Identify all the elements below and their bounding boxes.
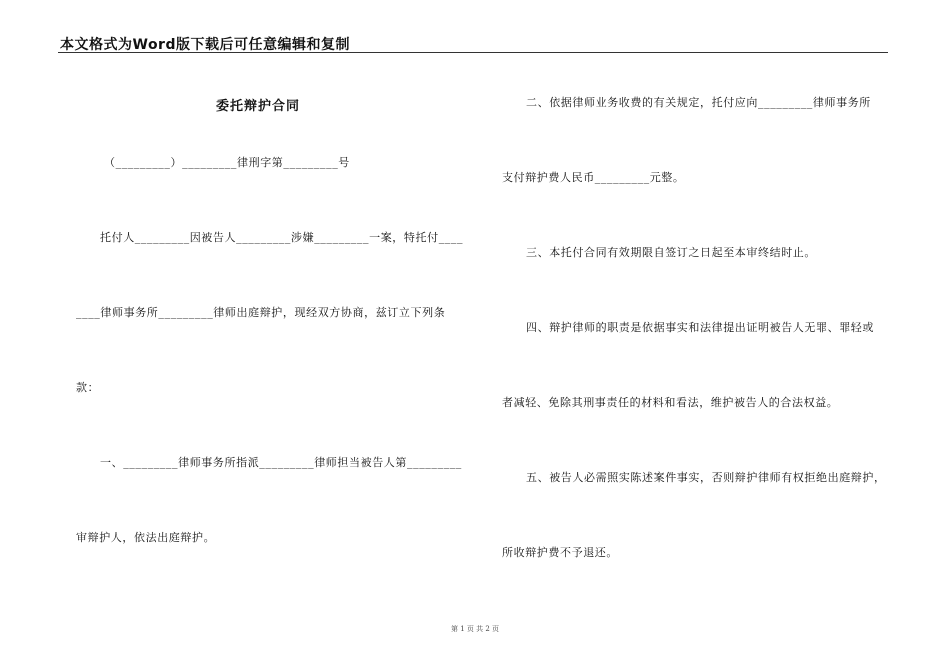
clause-intro-line-1: 托付人_________因被告人_________涉嫌_________一案，特托付____	[100, 231, 464, 244]
clause-4-line-2: 者减轻、免除其刑事责任的材料和看法，维护被告人的合法权益。	[502, 396, 839, 409]
page-header-text: 本文格式为Word版下载后可任意编辑和复制	[60, 37, 350, 53]
clause-2-line-1: 二、依据律师业务收费的有关规定，托付应向_________律师事务所	[526, 96, 871, 109]
clause-1-line-1: 一、_________律师事务所指派_________律师担当被告人第_________	[100, 456, 462, 469]
clause-intro-line-2: ____律师事务所_________律师出庭辩护，现经双方协商，兹订立下列条	[76, 306, 446, 319]
clause-4-line-1: 四、辩护律师的职责是依据事实和法律提出证明被告人无罪、罪轻或	[526, 321, 874, 334]
case-number-line: （_________）_________律刑字第_________号	[104, 156, 350, 169]
page-number: 第 1 页 共 2 页	[450, 625, 500, 633]
clause-3-line-1: 三、本托付合同有效期限自签订之日起至本审终结时止。	[526, 246, 816, 259]
clause-5-line-2: 所收辩护费不予退还。	[502, 546, 618, 559]
clause-intro-line-3: 款：	[76, 381, 100, 394]
clause-2-line-2: 支付辩护费人民币_________元整。	[502, 171, 685, 184]
clause-1-line-2: 审辩护人，依法出庭辩护。	[76, 531, 216, 544]
header-divider	[58, 52, 888, 53]
document-title: 委托辩护合同	[216, 99, 301, 114]
clause-5-line-1: 五、被告人必需照实陈述案件事实，否则辩护律师有权拒绝出庭辩护，	[526, 471, 886, 484]
